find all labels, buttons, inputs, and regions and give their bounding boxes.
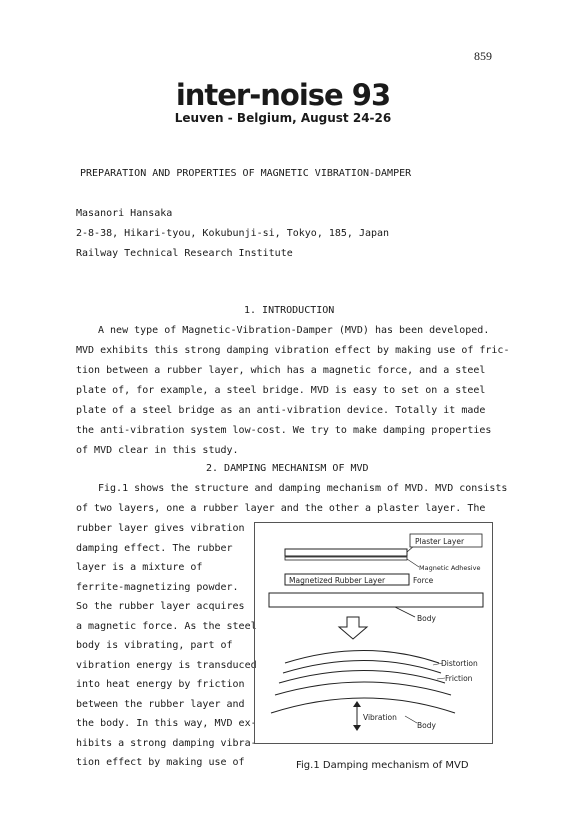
label-distortion: Distortion — [441, 659, 478, 668]
plaster-layer-shape — [285, 549, 407, 556]
label-vibration: Vibration — [363, 713, 397, 722]
text-line: of MVD clear in this study. — [76, 445, 239, 456]
author-name: Masanori Hansaka — [76, 208, 173, 219]
text-line: the anti-vibration system low-cost. We try to make damping properties — [76, 425, 492, 436]
text-line: plate of, for example, a steel bridge. MVD is easy to set on a steel — [76, 385, 486, 396]
text-line: plate of a steel bridge as an anti-vibration device. Totally it made — [76, 405, 486, 416]
text-line: into heat energy by friction — [76, 679, 245, 690]
author-address: 2-8-38, Hikari-tyou, Kokubunji-si, Tokyo, 185, Japan — [76, 228, 390, 239]
label-body-top: Body — [417, 614, 436, 623]
text-line: A new type of Magnetic-Vibration-Damper (MVD) has been developed. — [98, 325, 490, 336]
section-heading-damping-mechanism: 2. DAMPING MECHANISM OF MVD — [206, 463, 369, 474]
text-line: layer is a mixture of — [76, 562, 203, 573]
label-magnetized-rubber-layer: Magnetized Rubber Layer — [289, 576, 386, 585]
text-line: ferrite-magnetizing powder. — [76, 581, 239, 593]
paper-title: PREPARATION AND PROPERTIES OF MAGNETIC VIBRATION-DAMPER — [80, 168, 412, 179]
text-line: tion between a rubber layer, which has a magnetic force, and a steel — [76, 365, 486, 376]
label-plaster-layer: Plaster Layer — [415, 537, 465, 546]
body-plate-shape — [269, 593, 483, 607]
text-line: between the rubber layer and — [76, 698, 245, 710]
figure-caption: Fig.1 Damping mechanism of MVD — [296, 760, 469, 771]
text-line: hibits a strong damping vibra- — [76, 737, 257, 749]
label-magnetic-adhesive: Magnetic Adhesive — [419, 564, 481, 572]
label-force: Force — [413, 576, 434, 585]
text-line: of two layers, one a rubber layer and the other a plaster layer. The — [76, 503, 486, 514]
conference-subtitle: Leuven - Belgium, August 24-26 — [174, 111, 392, 125]
text-line: tion effect by making use of — [76, 757, 245, 768]
text-line: MVD exhibits this strong damping vibration effect by making use of fric- — [76, 345, 510, 356]
author-affiliation: Railway Technical Research Institute — [76, 248, 293, 259]
text-line: Fig.1 shows the structure and damping mechanism of MVD. MVD consists — [98, 483, 508, 494]
down-arrow-icon — [339, 617, 367, 639]
damping-diagram — [255, 523, 494, 745]
text-line: a magnetic force. As the steel — [76, 620, 257, 632]
conference-title: inter-noise 93 — [175, 78, 391, 112]
label-body-bottom: Body — [417, 721, 436, 730]
label-friction: Friction — [445, 674, 473, 683]
text-line: rubber layer gives vibration — [76, 523, 245, 534]
page-number: 859 — [474, 49, 492, 63]
figure-1 — [254, 522, 493, 744]
text-line: vibration energy is transduced — [76, 659, 257, 671]
text-line: the body. In this way, MVD ex- — [76, 718, 257, 729]
section-heading-introduction: 1. INTRODUCTION — [244, 305, 335, 316]
text-line: So the rubber layer acquires — [76, 601, 245, 612]
text-line: body is vibrating, part of — [76, 640, 233, 651]
text-line: damping effect. The rubber — [76, 542, 233, 554]
